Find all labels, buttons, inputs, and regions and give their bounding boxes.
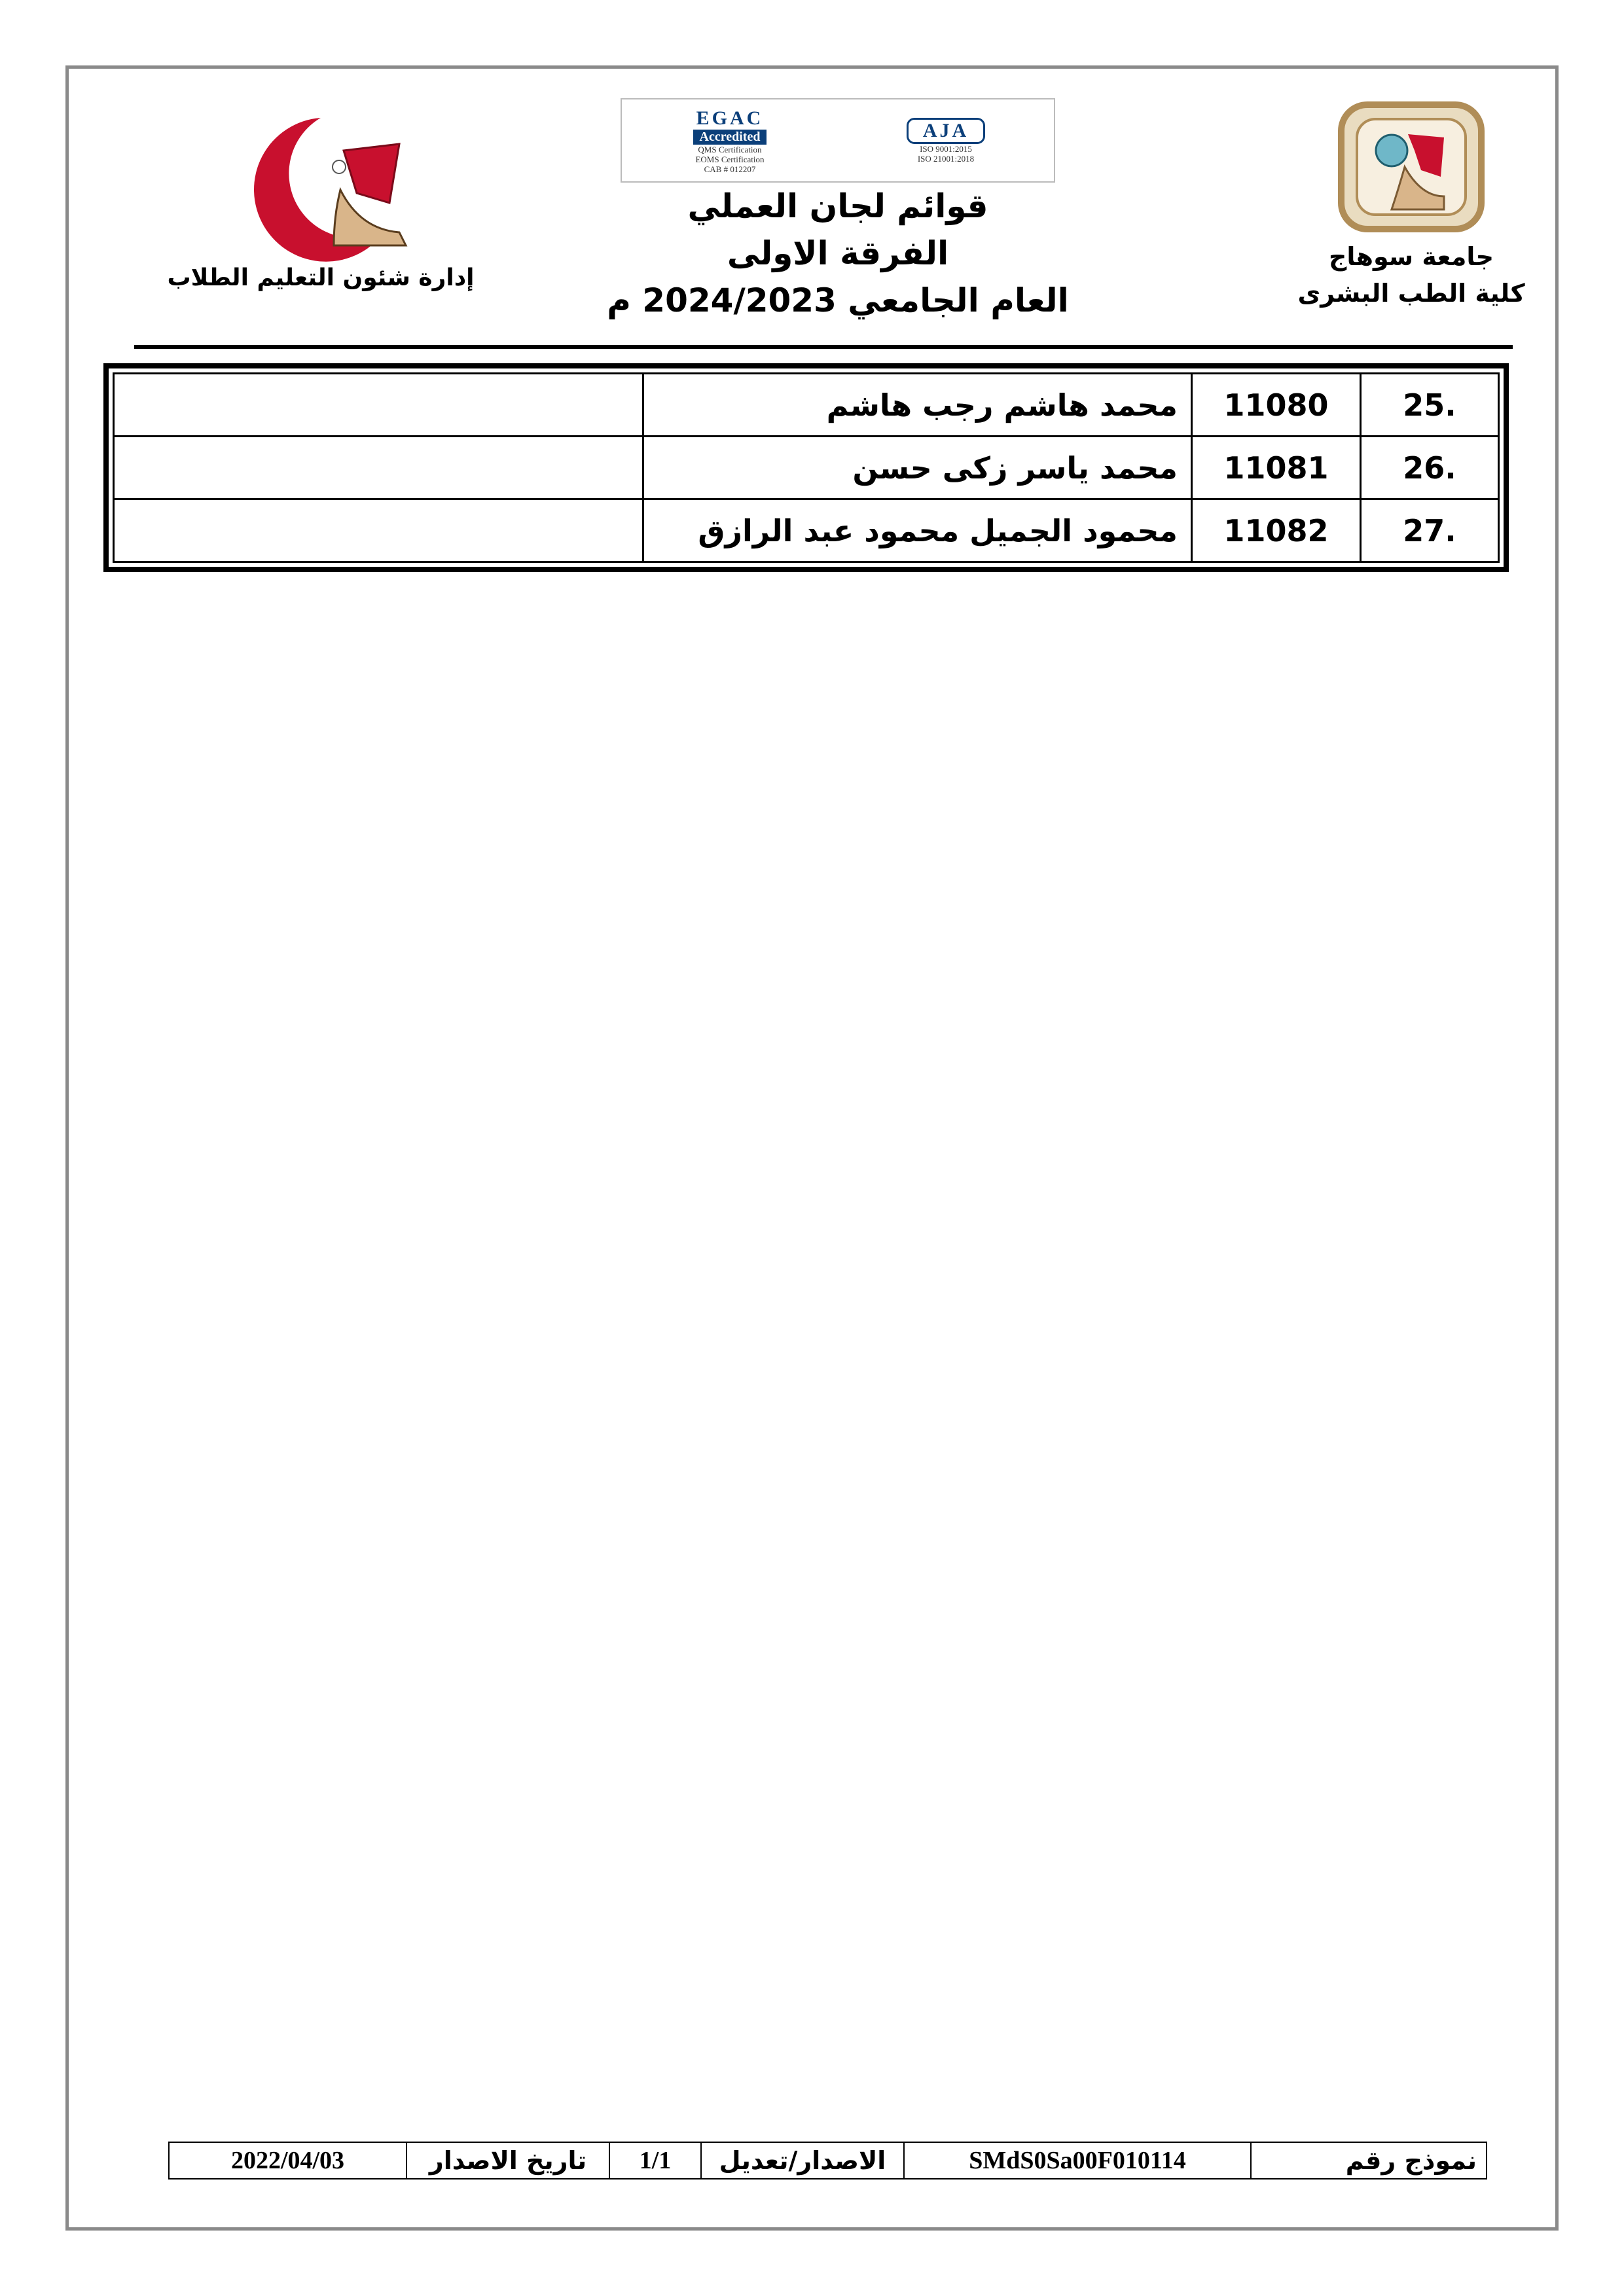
form-number-label: نموذج رقم (1251, 2142, 1487, 2179)
university-crest-icon (1329, 98, 1493, 236)
university-name: جامعة سوهاج (1328, 242, 1494, 271)
department-name: إدارة شئون التعليم الطلاب (167, 264, 475, 291)
header-divider (134, 345, 1513, 349)
accreditation-logos (621, 98, 1055, 183)
student-name: محمد ياسر زكى حسن (643, 437, 1192, 499)
version-label: الاصدار/تعديل (701, 2142, 904, 2179)
aja-line-1: ISO 9001:2015 (920, 143, 972, 154)
form-footer (168, 2142, 1487, 2179)
issue-date-label: تاريخ الاصدار (406, 2142, 609, 2179)
issue-date-value: 2022/04/03 (169, 2142, 406, 2179)
student-name: محمود الجميل محمود عبد الرازق (643, 499, 1192, 562)
year-group: الفرقة الاولى (727, 234, 949, 272)
table-row (114, 437, 1499, 499)
aja-title: AJA (922, 119, 969, 141)
faculty-logo-block (164, 105, 478, 291)
student-id: 11081 (1192, 437, 1361, 499)
university-header (1293, 98, 1529, 312)
egac-line-1: QMS Certification (698, 144, 762, 154)
egac-title: EGAC (696, 107, 764, 129)
version-value: 1/1 (609, 2142, 701, 2179)
row-number: .26 (1361, 437, 1499, 499)
egac-sub: Accredited (693, 130, 767, 145)
aja-logo (850, 105, 1043, 176)
academic-year: العام الجامعي 2024/2023 م (607, 281, 1069, 319)
student-note (114, 437, 643, 499)
student-name: محمد هاشم رجب هاشم (643, 374, 1192, 437)
row-number: .25 (1361, 374, 1499, 437)
document-title-block (583, 98, 1093, 324)
table-row (114, 499, 1499, 562)
student-id: 11080 (1192, 374, 1361, 437)
form-code: SMdS0Sa00F010114 (904, 2142, 1251, 2179)
aja-globe-icon (907, 118, 985, 144)
table-row (114, 374, 1499, 437)
student-note (114, 499, 643, 562)
aja-line-2: ISO 21001:2018 (917, 153, 975, 164)
faculty-name: كلية الطب البشرى (1297, 279, 1525, 308)
row-number: .27 (1361, 499, 1499, 562)
egac-line-2: EOMS Certification (695, 154, 765, 164)
egac-line-3: CAB # 012207 (704, 164, 756, 174)
egac-logo (634, 105, 827, 176)
students-table (103, 363, 1509, 572)
document-title: قوائم لجان العملي (687, 187, 988, 225)
faculty-logo-icon (190, 105, 452, 262)
student-id: 11082 (1192, 499, 1361, 562)
student-note (114, 374, 643, 437)
